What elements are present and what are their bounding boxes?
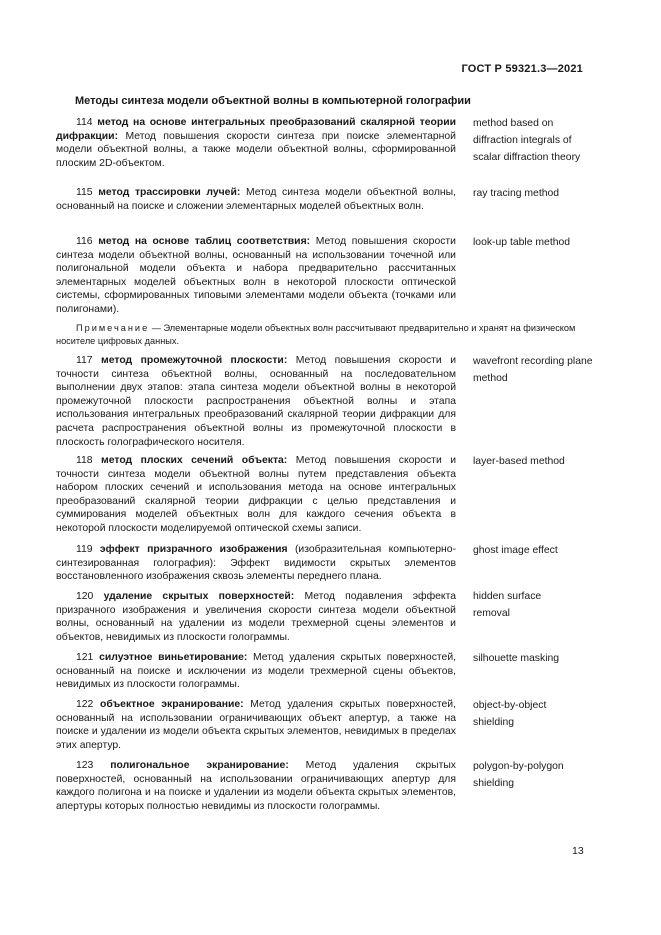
note-text: — Элементарные модели объектных волн рассчитывают предварительно и хранят на физическом носителе цифровых данных. [56,323,576,346]
term-name: объектное экранирование: [99,699,244,710]
term-name: удаление скрытых поверхностей: [103,591,295,602]
term-definition: Метод подавления эффекта призрачного изображения и увеличения скорости синтеза модели объектной волны, основанный на удалении из модели трехмерной сцены элементов и объектов, невидимых из плоскости голограммы. [56,591,456,643]
term-definition: Метод повышения скорости синтеза модели объектной волны, основанный на использовании точечной или полигональной модели объекта и набора предварительно рассчитанных элементарных моделей объектных волн в некоторой плоскости оптической системы, сформированных типовыми элементами модели объекта (точками или полигонами). [56,236,456,315]
term-english-123: polygon-by-polygon shielding [473,761,564,789]
term-number: 117 [76,355,93,366]
term-number: 123 [76,760,94,771]
term-name: силуэтное виньетирование: [99,652,248,663]
term-entry-117 [56,354,456,449]
term-name: метод на основе интегральных преобразований скалярной теории дифракции: [56,117,457,142]
term-entry-121 [56,651,456,692]
term-entry-116 [56,235,456,317]
note [56,322,596,347]
term-english-115: ray tracing method [473,188,560,199]
term-definition: Метод повышения скорости и точности синтеза объектной волны, основанный на последовательном выполнении двух этапов: этапа синтеза модели объектной волны в некоторой промежуточной плоскости распространения объектной волны и этапа использования интегральных преобразований скалярной теории дифракции для расчета распространения объектной волны из промежуточной плоскости в плоскость голографического носителя. [56,355,457,448]
term-name: эффект призрачного изображения [99,544,288,555]
term-definition: Метод удаления скрытых поверхностей, основанный на использовании ограничивающих апертур для каждого полигона и на поиске и удалении из модели объекта скрытых элементов, апертуры которых полностью невидимы из плоскости голограммы. [56,760,456,812]
term-english-122: object-by-object shielding [473,700,547,728]
term-entry-119 [56,543,456,584]
term-entry-122 [56,698,456,752]
note-label: Примечание [76,323,150,333]
term-number: 118 [76,455,93,466]
term-number: 114 [76,117,93,128]
term-name: метод на основе таблиц соответствия: [98,236,311,247]
term-entry-123 [56,759,456,813]
document-id: ГОСТ Р 59321.3—2021 [461,63,583,75]
term-number: 122 [76,699,94,710]
term-number: 115 [76,187,93,198]
term-definition: Метод повышения скорости и точности синтеза модели объектной волны путем представления объекта набором плоских сечений и использования метода на основе интегральных преобразований скалярной теории дифракции с целью представления и суммирования моделей объектных волн для каждого сечения объекта в некоторой плоскости моделируемой оптической схемы записи. [56,455,457,534]
term-name: метод плоских сечений объекта: [101,455,288,466]
term-number: 120 [76,591,94,602]
term-name: полигональное экранирование: [110,760,289,771]
term-name: метод трассировки лучей: [98,187,241,198]
term-number: 119 [76,544,93,555]
term-english-119: ghost image effect [473,545,558,556]
term-entry-115 [56,186,456,213]
term-definition: (изобразительная компьютерно-синтезированная голография): Эффект видимости скрытых элементов восстановленного изображения сквозь элементы переднего плана. [56,544,456,583]
term-name: метод промежуточной плоскости: [101,355,288,366]
term-english-120: hidden surface removal [473,591,542,619]
page-number: 13 [572,845,584,857]
term-definition: Метод удаления скрытых поверхностей, основанный на использовании ограничивающих объект апертур, а также на поиске и удалении из модели объекта скрытых элементов, невидимых в пределах этих апертур. [56,699,456,751]
term-english-114: method based on diffraction integrals of scalar diffraction theory [473,118,581,163]
term-entry-118 [56,454,456,536]
term-entry-120 [56,590,456,644]
term-number: 121 [76,652,94,663]
term-english-118: layer-based method [473,456,565,467]
term-definition: Метод повышения скорости синтеза при поиске элементарной модели объектной волны, а также модели объектной волны, сформированной плоским 2D-объектом. [56,130,456,169]
term-english-117: wavefront recording plane method [473,356,593,384]
section-title: Методы синтеза модели объектной волны в компьютерной голографии [75,95,471,107]
term-definition: Метод удаления скрытых поверхностей, основанный на поиске и исключении из модели трехмерной сцены объектов, невидимых из плоскости голограммы. [56,652,457,691]
term-entry-114 [56,116,456,170]
term-english-121: silhouette masking [473,653,560,664]
term-definition: Метод синтеза модели объектной волны, основанный на поиске и сложении элементарных моделей объектных волн. [56,187,456,212]
term-number: 116 [76,236,93,247]
term-english-116: look-up table method [473,237,571,248]
